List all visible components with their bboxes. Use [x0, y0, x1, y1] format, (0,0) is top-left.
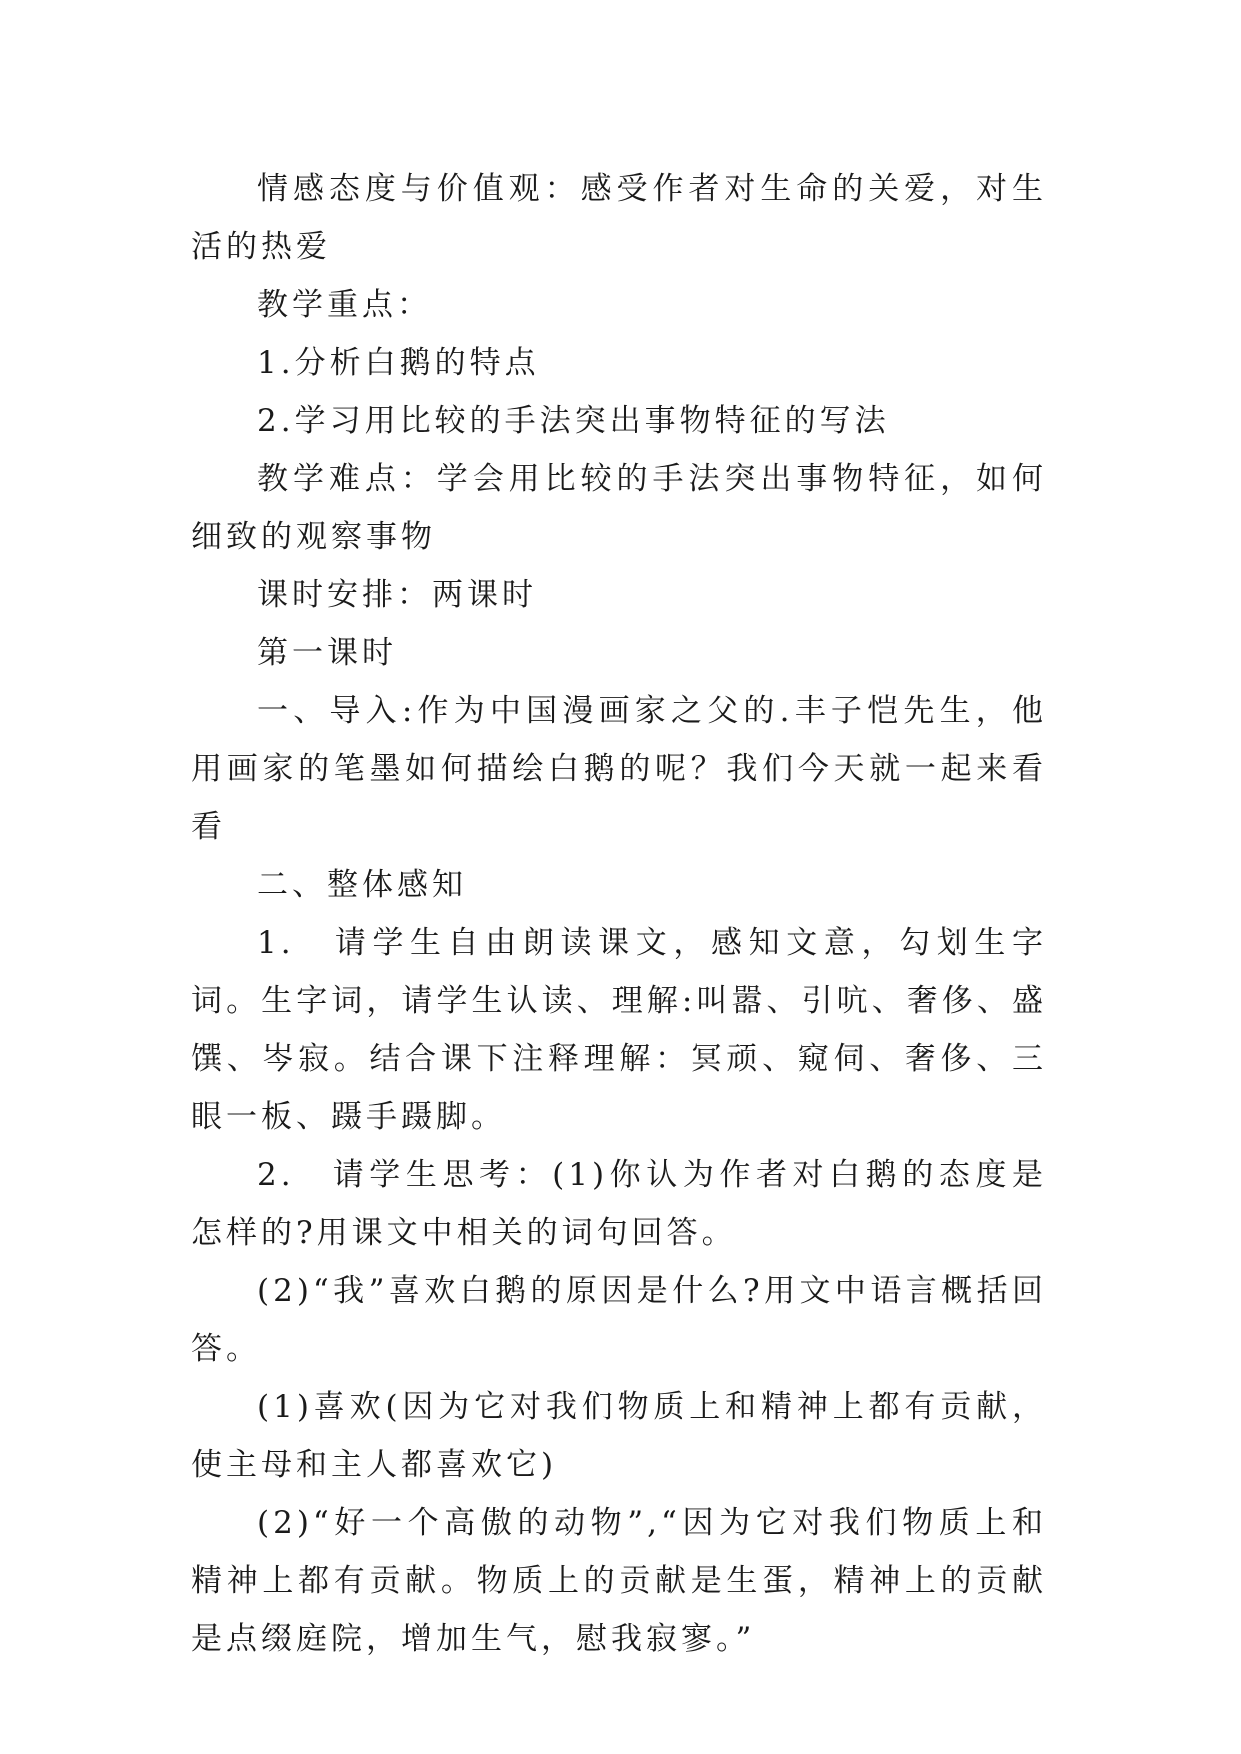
paragraph-step-1-reading: 1. 请学生自由朗读课文，感知文意，勾划生字词。生字词，请学生认读、理解:叫嚣、引吭、奢侈、盛馔、岑寂。结合课下注释理解：冥顽、窥伺、奢侈、三眼一板、蹑手蹑脚。: [191, 925, 1047, 1135]
paragraph-schedule: 课时安排：两课时: [257, 577, 537, 613]
paragraph-difficulties: 教学难点：学会用比较的手法突出事物特征，如何细致的观察事物: [191, 461, 1047, 555]
document-body: [191, 160, 1047, 1668]
paragraph-emotion-values: 情感态度与价值观：感受作者对生命的关爱，对生活的热爱: [191, 171, 1047, 265]
paragraph-step-2-thinking: 2. 请学生思考：(1)你认为作者对白鹅的态度是怎样的?用课文中相关的词句回答。: [191, 1157, 1047, 1251]
paragraph-key-point-1: 1.分析白鹅的特点: [257, 345, 540, 381]
paragraph-key-point-2: 2.学习用比较的手法突出事物特征的写法: [257, 403, 890, 439]
paragraph-key-points-heading: 教学重点：: [257, 287, 432, 323]
paragraph-answer-2: (2)“好一个高傲的动物”,“因为它对我们物质上和精神上都有贡献。物质上的贡献是生蛋，精神上的贡献是点缀庭院，增加生气，慰我寂寥。”: [191, 1505, 1047, 1657]
paragraph-question-2: (2)“我”喜欢白鹅的原因是什么?用文中语言概括回答。: [191, 1273, 1047, 1367]
paragraph-introduction: 一、导入:作为中国漫画家之父的.丰子恺先生，他用画家的笔墨如何描绘白鹅的呢？我们今天就一起来看看: [191, 693, 1047, 845]
paragraph-overall-perception-heading: 二、整体感知: [257, 867, 467, 903]
paragraph-answer-1: (1)喜欢(因为它对我们物质上和精神上都有贡献，使主母和主人都喜欢它): [191, 1389, 1047, 1483]
paragraph-lesson-one-heading: 第一课时: [257, 635, 397, 671]
